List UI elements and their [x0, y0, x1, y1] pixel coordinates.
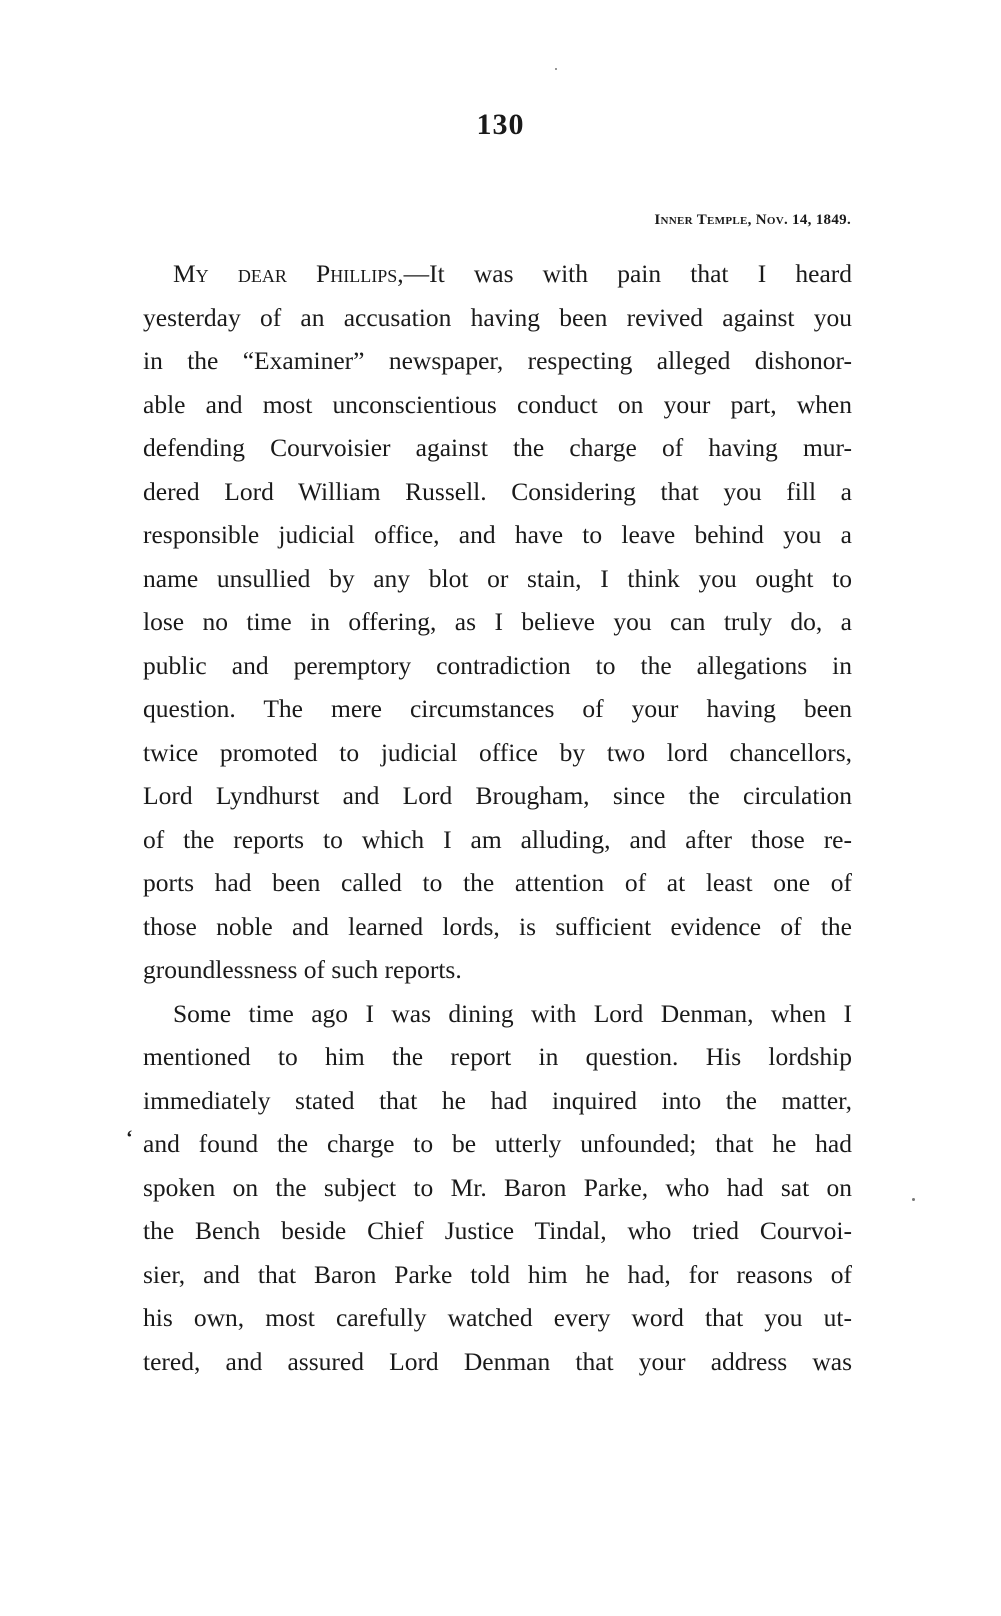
letter-salutation: My dear Phillips, [173, 259, 404, 288]
paragraph-1-line: ports had been called to the attention of at least one of [143, 868, 852, 897]
paragraph-1-line: yesterday of an accusation having been revived against you [143, 302, 852, 332]
paragraph-1-line: lose no time in offering, as I believe you can truly do, a [143, 607, 852, 636]
paragraph-1-line: name unsullied by any blot or stain, I think you ought to [143, 563, 852, 593]
paragraph-1-line: My dear Phillips,—It was with pain that I heard [173, 259, 852, 288]
paragraph-1-line: defending Courvoisier against the charge of having mur- [143, 433, 852, 462]
paragraph-1-line: able and most unconscientious conduct on your part, when [143, 389, 852, 419]
letter-dateline: Inner Temple, Nov. 14, 1849. [654, 212, 851, 228]
paragraph-1-line: Lord Lyndhurst and Lord Brougham, since the circulation [143, 781, 852, 810]
scan-speck [912, 1198, 915, 1201]
paragraph-1-line: public and peremptory contradiction to the allegations in [143, 650, 852, 680]
page-number: 130 [476, 108, 525, 141]
paragraph-1-line: question. The mere circumstances of your having been [143, 694, 852, 723]
paragraph-2-line: the Bench beside Chief Justice Tindal, who tried Courvoi- [143, 1216, 852, 1245]
paragraph-2-line: his own, most carefully watched every word that you ut- [143, 1303, 852, 1332]
paragraph-2-line: mentioned to him the report in question. His lordship [143, 1042, 852, 1071]
paragraph-2-line: and found the charge to be utterly unfounded; that he had [143, 1129, 852, 1158]
paragraph-2-line: Some time ago I was dining with Lord Denman, when I [173, 998, 852, 1028]
paragraph-2-line: tered, and assured Lord Denman that your address was [143, 1346, 852, 1376]
margin-mark: ‘ [126, 1127, 133, 1149]
paragraph-2-line: sier, and that Baron Parke told him he had, for reasons of [143, 1259, 852, 1289]
paragraph-1-line: of the reports to which I am alluding, and after those re- [143, 824, 852, 854]
paragraph-1-line: groundlessness of such reports. [143, 955, 462, 984]
paragraph-1-line: those noble and learned lords, is sufficient evidence of the [143, 911, 852, 941]
scan-speck [555, 68, 557, 70]
paragraph-2-line: immediately stated that he had inquired into the matter, [143, 1085, 852, 1115]
paragraph-2-line: spoken on the subject to Mr. Baron Parke, who had sat on [143, 1172, 852, 1202]
letter-body [143, 252, 852, 1383]
paragraph-1-line: twice promoted to judicial office by two lord chancellors, [143, 737, 852, 767]
paragraph-1-line: in the “Examiner” newspaper, respecting alleged dishonor- [143, 346, 852, 375]
paragraph-1-line: dered Lord William Russell. Considering that you fill a [143, 476, 852, 506]
paragraph-1-line: responsible judicial office, and have to leave behind you a [143, 520, 852, 549]
